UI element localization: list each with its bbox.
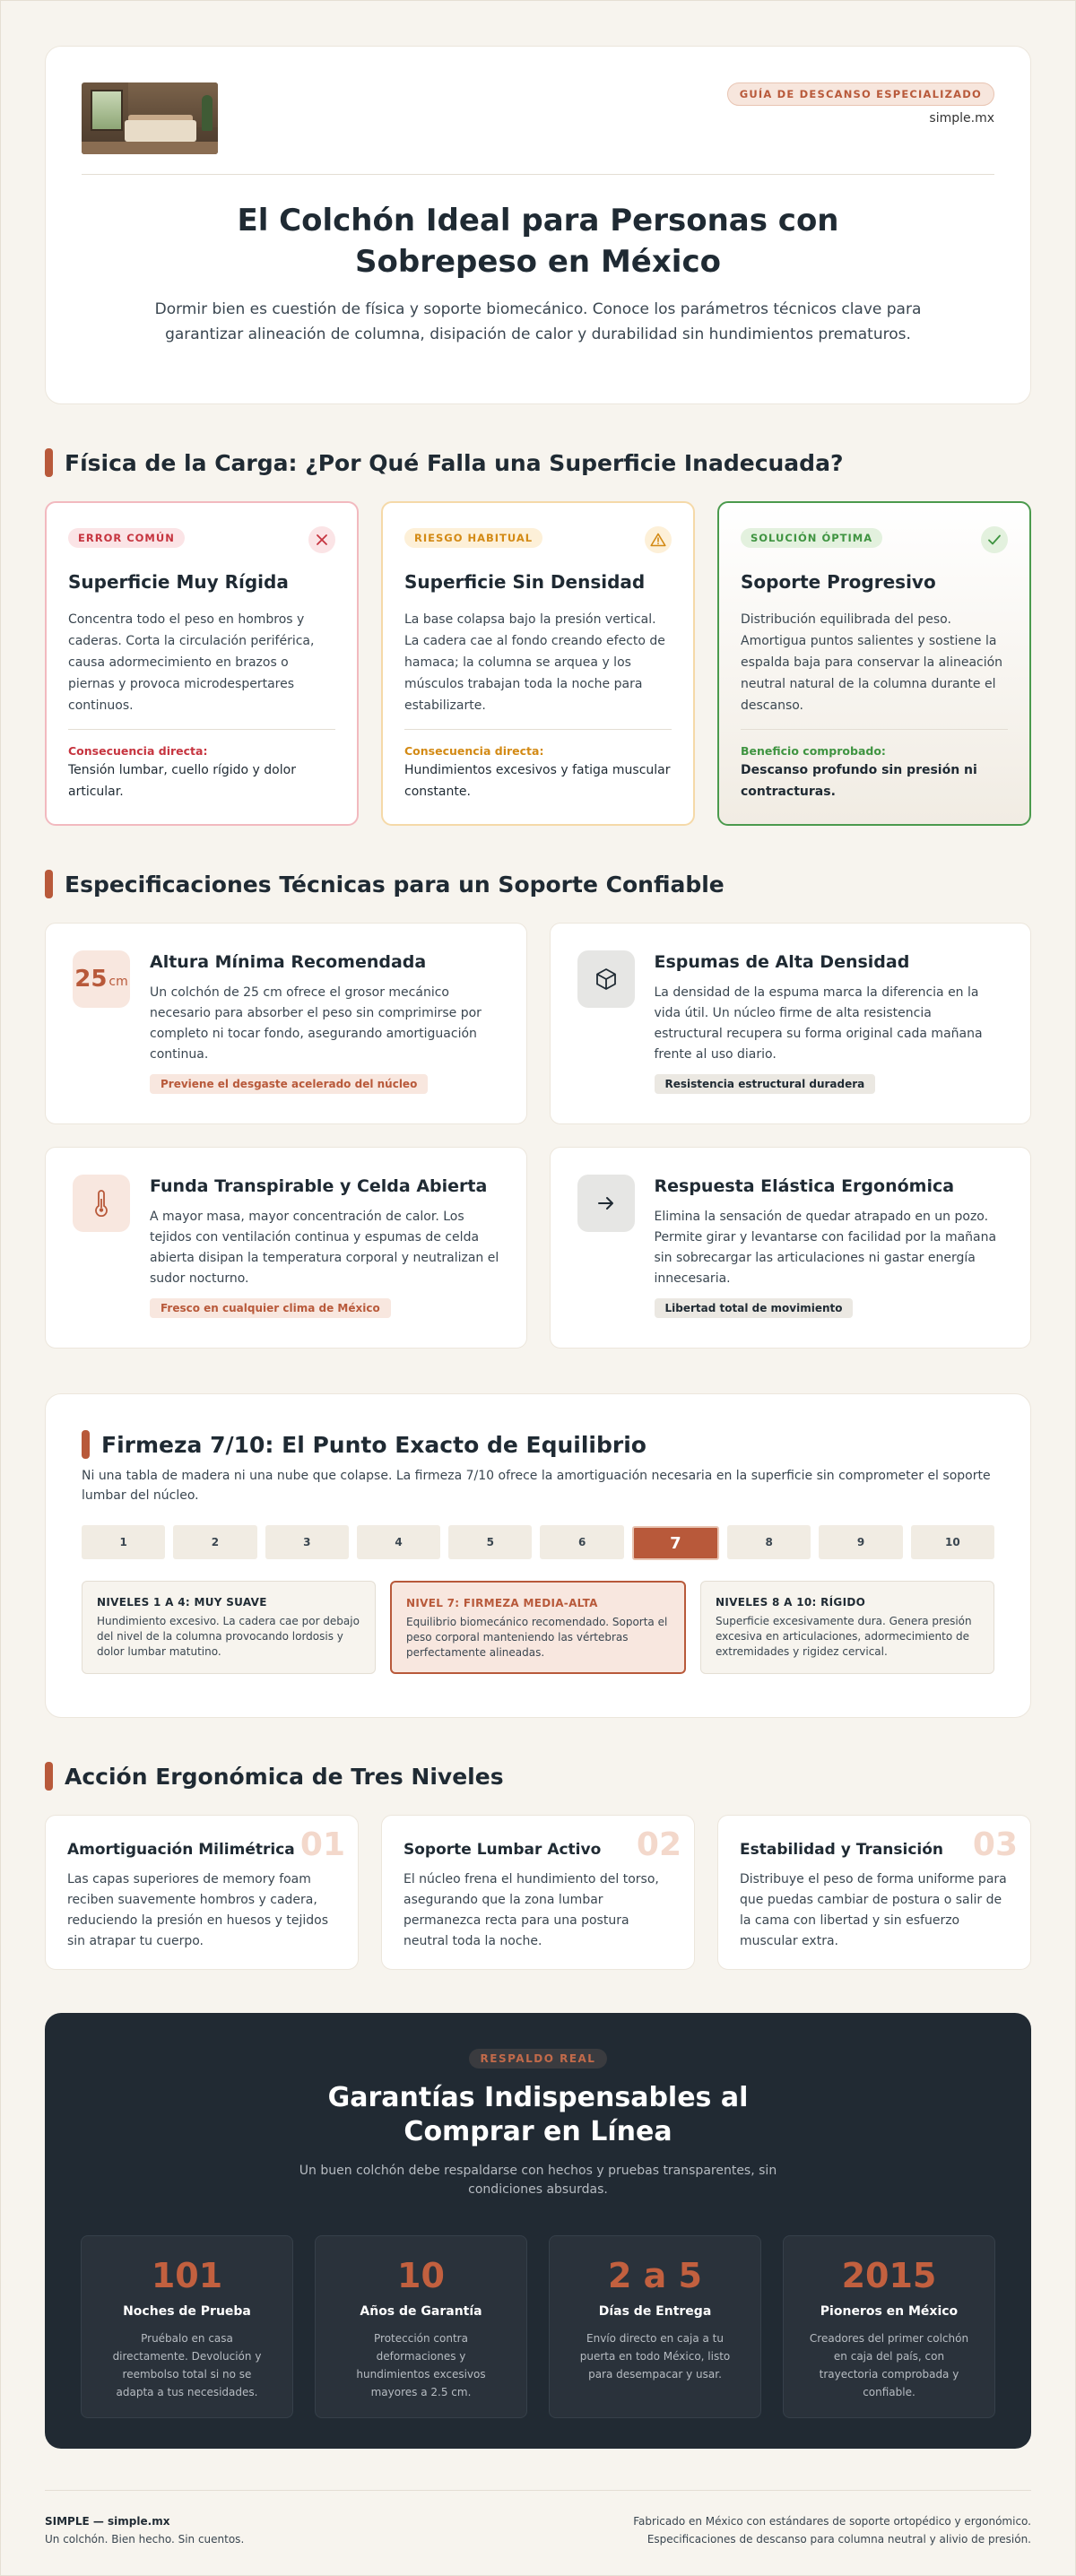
stat-value: 2 a 5 xyxy=(608,2256,702,2295)
spec-card-elastic xyxy=(550,1147,1032,1349)
ergonomic-body: Las capas superiores de memory foam reciben suavemente hombros y cadera, reduciendo la presión en huesos y tejidos sin atrapar tu cuerpo. xyxy=(67,1872,328,1948)
section-accent-bar xyxy=(45,448,53,477)
level-title: NIVELES 1 A 4: MUY SUAVE xyxy=(97,1596,267,1609)
stat-desc: Protección contra deformaciones y hundimientos excesivos mayores a 2.5 cm. xyxy=(356,2332,486,2398)
level-body: Superficie excesivamente dura. Genera presión excesiva en articulaciones, adormecimiento de extremidades y rigidez cervical. xyxy=(716,1615,972,1658)
specs-grid xyxy=(45,923,1031,1349)
spec-body: A mayor masa, mayor concentración de calor. Los tejidos con ventilación continua y espumas de celda abierta disipan la temperatura corporal y neutralizan el sudor nocturno. xyxy=(150,1210,499,1286)
section-accent-bar xyxy=(45,870,53,898)
risk-tag: RIESGO HABITUAL xyxy=(404,528,542,548)
stat-desc: Creadores del primer colchón en caja del país, con trayectoria comprobada y confiable. xyxy=(809,2332,969,2398)
arrow-right-icon xyxy=(577,1175,635,1232)
risk-divider xyxy=(741,729,1008,730)
height-unit: cm xyxy=(108,975,128,989)
firmness-heading: Firmeza 7/10: El Punto Exacto de Equilibrio xyxy=(101,1431,646,1458)
footer-note-2: Especificaciones de descanso para columna neutral y alivio de presión. xyxy=(646,2533,1031,2546)
risk-card-no-density xyxy=(381,501,695,826)
spec-card-height xyxy=(45,923,527,1124)
risk-consequence-text: Hundimientos excesivos y fatiga muscular constante. xyxy=(404,763,671,799)
firmness-step-8[interactable]: 8 xyxy=(727,1525,811,1559)
risk-title: Soporte Progresivo xyxy=(741,571,936,593)
height-value: 25 xyxy=(74,966,108,993)
ergonomic-cards xyxy=(45,1815,1031,1970)
risk-body: Concentra todo el peso en hombros y caderas. Corta la circulación periférica, causa adormecimiento en brazos o piernas y provoca microdespertares continuos. xyxy=(68,612,315,713)
spec-title: Altura Mínima Recomendada xyxy=(150,952,427,972)
stat-pioneers xyxy=(783,2235,995,2418)
specs-heading: Especificaciones Técnicas para un Soporte Confiable xyxy=(65,871,725,898)
page-lead: Dormir bien es cuestión de física y soporte biomecánico. Conoce los parámetros técnicos clave para garantizar alineación de columna, disipación de calor y durabilidad sin hundimientos prematuros. xyxy=(154,300,922,343)
footer-note-1: Fabricado en México con estándares de soporte ortopédico y ergonómico. xyxy=(633,2515,1031,2528)
ergonomic-number: 03 xyxy=(972,1826,1018,1863)
firmness-step-9[interactable]: 9 xyxy=(819,1525,902,1559)
thermometer-icon xyxy=(73,1175,130,1232)
risk-divider xyxy=(68,729,335,730)
risk-benefit-label: Beneficio comprobado: xyxy=(741,744,886,758)
firmness-step-1[interactable]: 1 xyxy=(82,1525,165,1559)
level-title: NIVEL 7: FIRMEZA MEDIA-ALTA xyxy=(406,1597,598,1609)
guide-badge: GUÍA DE DESCANSO ESPECIALIZADO xyxy=(727,82,994,106)
stat-value: 101 xyxy=(151,2256,223,2295)
bedroom-image xyxy=(82,82,218,154)
physics-section-heading xyxy=(45,447,1031,478)
stat-value: 10 xyxy=(397,2256,445,2295)
firmness-step-10[interactable]: 10 xyxy=(911,1525,994,1559)
stat-label: Días de Entrega xyxy=(598,2304,712,2319)
firmness-card xyxy=(45,1393,1031,1718)
stat-trial-nights xyxy=(81,2235,293,2418)
footer xyxy=(45,2490,1031,2548)
spec-title: Espumas de Alta Densidad xyxy=(654,952,910,972)
cube-icon xyxy=(577,950,635,1008)
spec-card-density xyxy=(550,923,1032,1124)
guarantees-tag: RESPALDO REAL xyxy=(469,2049,608,2069)
warning-icon xyxy=(645,526,672,553)
ergonomic-body: El núcleo frena el hundimiento del torso, asegurando que la zona lumbar permanezca recta para una postura neutral toda la noche. xyxy=(404,1872,659,1948)
hero-card xyxy=(45,46,1031,404)
stat-label: Pioneros en México xyxy=(820,2304,959,2319)
spec-title: Respuesta Elástica Ergonómica xyxy=(654,1176,955,1196)
stat-desc: Envío directo en caja a tu puerta en todo México, listo para desempacar y usar. xyxy=(579,2332,731,2381)
spec-chip: Previene el desgaste acelerado del núcleo xyxy=(150,1074,428,1094)
risk-consequence-label: Consecuencia directa: xyxy=(68,744,208,758)
spec-body: Un colchón de 25 cm ofrece el grosor mecánico necesario para absorber el peso sin comprimirse por completo ni tocar fondo, asegurando amortiguación continua. xyxy=(150,985,482,1062)
ergonomic-body: Distribuye el peso de forma uniforme para que puedas cambiar de postura o salir de la cama con libertad y sin esfuerzo muscular extra. xyxy=(740,1872,1007,1948)
stat-label: Noches de Prueba xyxy=(123,2304,251,2319)
specs-section-heading xyxy=(45,869,1031,899)
firmness-step-2[interactable]: 2 xyxy=(173,1525,256,1559)
risk-benefit-text: Descanso profundo sin presión ni contracturas. xyxy=(741,763,977,799)
guarantees-panel xyxy=(45,2013,1031,2449)
guarantees-subtitle: Un buen colchón debe respaldarse con hechos y pruebas transparentes, sin condiciones absurdas. xyxy=(299,2164,777,2197)
footer-tagline: Un colchón. Bien hecho. Sin cuentos. xyxy=(45,2533,245,2546)
firmness-step-4[interactable]: 4 xyxy=(357,1525,440,1559)
firmness-intro: Ni una tabla de madera ni una nube que colapse. La firmeza 7/10 ofrece la amortiguación necesaria en la superficie sin comprometer el soporte lumbar del núcleo. xyxy=(82,1469,991,1503)
risk-card-progressive xyxy=(717,501,1031,826)
level-body: Hundimiento excesivo. La cadera cae por debajo del nivel de la columna provocando lordosis y dolor lumbar matutino. xyxy=(97,1615,360,1658)
physics-cards xyxy=(45,501,1031,826)
footer-brand[interactable]: SIMPLE — simple.mx xyxy=(45,2515,170,2528)
spec-chip: Resistencia estructural duradera xyxy=(655,1074,876,1094)
risk-title: Superficie Muy Rígida xyxy=(68,571,289,593)
ergonomic-heading: Acción Ergonómica de Tres Niveles xyxy=(65,1763,504,1790)
ergonomic-card xyxy=(717,1815,1031,1970)
risk-body: Distribución equilibrada del peso. Amortigua puntos salientes y sostiene la espalda baja para conservar la alineación neutral natural de la columna durante el descanso. xyxy=(741,612,1003,713)
ergonomic-card xyxy=(45,1815,359,1970)
ergonomic-number: 02 xyxy=(636,1826,681,1863)
ergonomic-title: Amortiguación Milimétrica xyxy=(67,1841,295,1859)
level-soft xyxy=(82,1581,376,1674)
physics-heading: Física de la Carga: ¿Por Qué Falla una Superficie Inadecuada? xyxy=(65,449,844,476)
stat-label: Años de Garantía xyxy=(360,2304,482,2319)
risk-tag: ERROR COMÚN xyxy=(68,528,185,548)
level-title: NIVELES 8 A 10: RÍGIDO xyxy=(716,1596,866,1609)
level-body: Equilibrio biomecánico recomendado. Soporta el peso corporal manteniendo las vértebras perfectamente alineadas. xyxy=(406,1616,668,1659)
ergonomic-section-heading xyxy=(45,1761,1031,1791)
firmness-step-6[interactable]: 6 xyxy=(540,1525,623,1559)
spec-chip: Fresco en cualquier clima de México xyxy=(150,1298,391,1318)
risk-divider xyxy=(404,729,672,730)
spec-chip: Libertad total de movimiento xyxy=(655,1298,854,1318)
stat-delivery-days xyxy=(549,2235,761,2418)
ergonomic-card xyxy=(381,1815,695,1970)
ergonomic-title: Soporte Lumbar Activo xyxy=(404,1841,602,1859)
risk-title: Superficie Sin Densidad xyxy=(404,571,646,593)
risk-body: La base colapsa bajo la presión vertical. La cadera cae al fondo creando efecto de hamaca; la columna se arquea y los músculos trabajan toda la noche para estabilizarte. xyxy=(404,612,665,713)
section-accent-bar xyxy=(82,1430,90,1459)
level-rigid xyxy=(700,1581,994,1674)
spec-card-breathable xyxy=(45,1147,527,1349)
risk-consequence-label: Consecuencia directa: xyxy=(404,744,544,758)
section-accent-bar xyxy=(45,1762,53,1791)
firmness-scale xyxy=(82,1525,994,1559)
risk-tag: SOLUCIÓN ÓPTIMA xyxy=(741,528,882,548)
guarantees-title: Garantías Indispensables al Comprar en Línea xyxy=(327,2082,749,2147)
hero-divider xyxy=(82,174,994,175)
ergonomic-number: 01 xyxy=(299,1826,345,1863)
page-title: El Colchón Ideal para Personas con Sobrepeso en México xyxy=(237,203,839,280)
spec-body: La densidad de la espuma marca la diferencia en la vida útil. Un núcleo firme de alta resistencia estructural recupera su forma original cada mañana frente al uso diario. xyxy=(654,985,983,1062)
firmness-step-5[interactable]: 5 xyxy=(448,1525,532,1559)
site-domain[interactable]: simple.mx xyxy=(929,111,994,126)
x-icon xyxy=(308,526,335,553)
ergonomic-title: Estabilidad y Transición xyxy=(740,1841,944,1859)
spec-title: Funda Transpirable y Celda Abierta xyxy=(150,1176,488,1196)
stat-warranty-years xyxy=(315,2235,527,2418)
risk-card-rigid xyxy=(45,501,359,826)
height-25cm-icon xyxy=(73,950,130,1008)
guarantee-stats xyxy=(81,2235,995,2418)
firmness-levels xyxy=(82,1581,994,1674)
spec-body: Elimina la sensación de quedar atrapado en un pozo. Permite girar y levantarse con facilidad por la mañana sin sobrecargar las articulaciones ni gastar energía innecesaria. xyxy=(654,1210,997,1286)
stat-value: 2015 xyxy=(841,2256,937,2295)
firmness-step-3[interactable]: 3 xyxy=(265,1525,349,1559)
stat-desc: Pruébalo en casa directamente. Devolución y reembolso total si no se adapta a tus necesidades. xyxy=(112,2332,262,2398)
risk-consequence-text: Tensión lumbar, cuello rígido y dolor articular. xyxy=(68,763,296,799)
firmness-step-7[interactable]: 7 xyxy=(632,1526,719,1560)
level-medium-high xyxy=(390,1581,686,1674)
check-icon xyxy=(981,526,1008,553)
